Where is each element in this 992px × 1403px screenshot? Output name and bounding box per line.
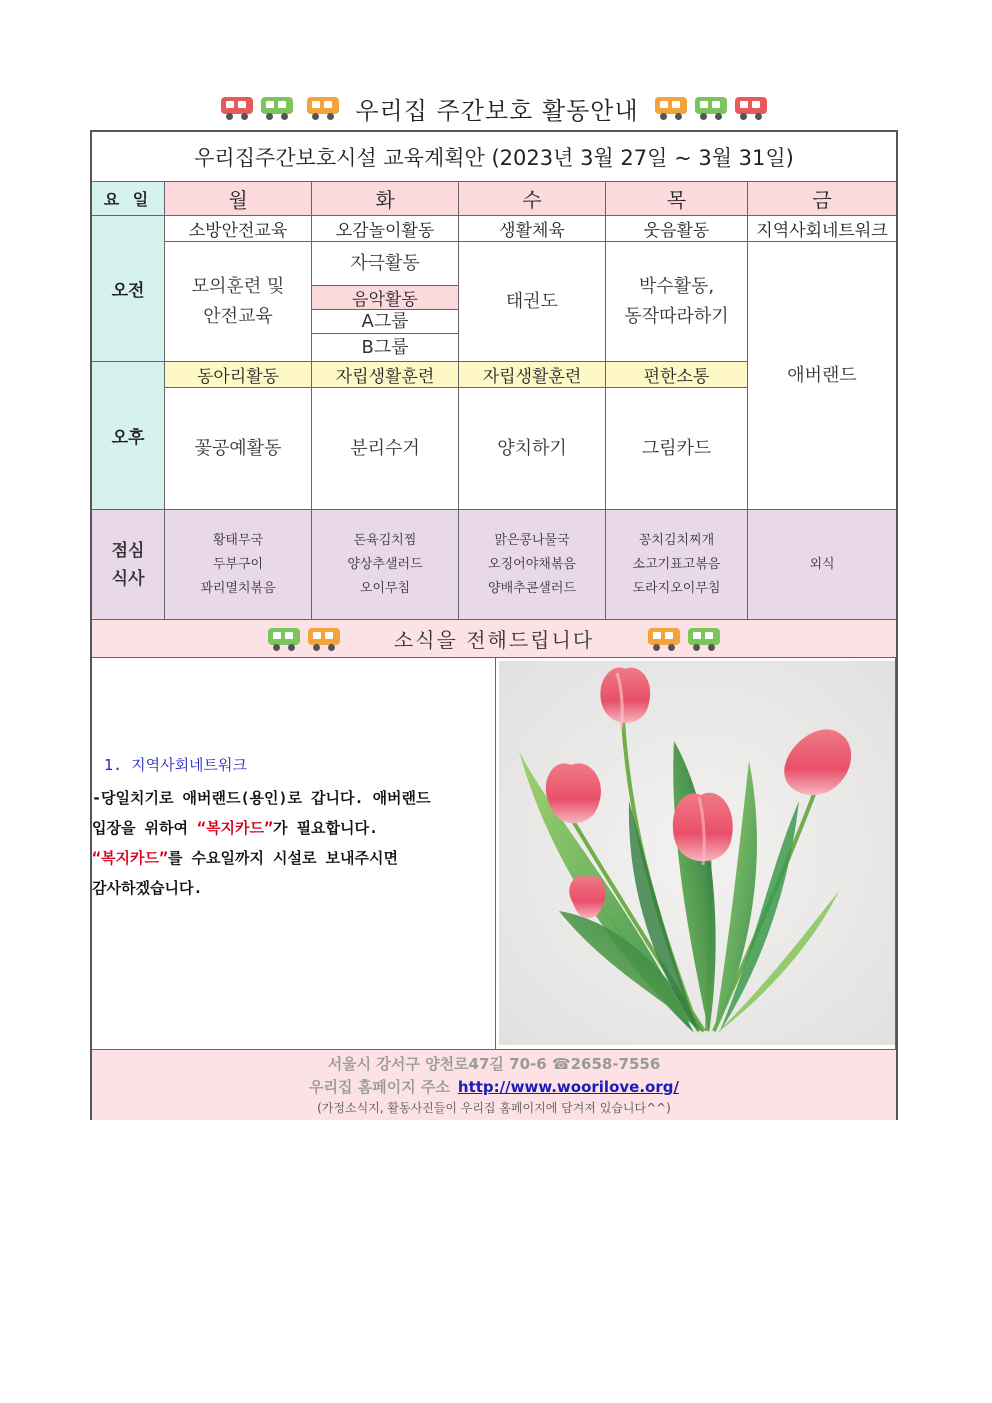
afternoon-activity-wed: 양치하기 — [459, 388, 606, 510]
news-header — [92, 620, 896, 658]
tulip-watercolor-illustration — [499, 661, 895, 1045]
photo-panel — [496, 658, 896, 1050]
day-header-wed: 수 — [459, 182, 606, 216]
menu-item: 양상추샐러드 — [347, 556, 423, 572]
train-icon — [259, 95, 295, 121]
afternoon-activity-thu: 그림카드 — [606, 388, 748, 510]
afternoon-label: 오후 — [92, 362, 165, 510]
train-icon — [305, 95, 341, 121]
morning-subject-thu: 웃음활동 — [606, 216, 748, 242]
notice-line-3 — [92, 843, 492, 873]
morning-label: 오전 — [92, 216, 165, 362]
menu-item: 양배추콘샐러드 — [488, 580, 576, 596]
day-header-mon: 월 — [165, 182, 312, 216]
footer-homepage — [309, 1075, 679, 1099]
morning-subject-wed: 생활체육 — [459, 216, 606, 242]
news-title: 소식을 전해드립니다 — [393, 628, 595, 652]
lunch-menu-tue — [312, 510, 459, 620]
day-header-fri: 금 — [748, 182, 896, 216]
lunch-label-line1: 점심 — [111, 540, 145, 561]
afternoon-activity-tue: 분리수거 — [312, 388, 459, 510]
afternoon-subject-mon: 동아리활동 — [165, 362, 312, 388]
train-icon — [693, 95, 729, 121]
afternoon-subject-tue: 자립생활훈련 — [312, 362, 459, 388]
friday-activity: 애버랜드 — [748, 242, 896, 510]
afternoon-subject-wed: 자립생활훈련 — [459, 362, 606, 388]
train-icon — [306, 626, 342, 652]
page-title: 우리집 주간보호 활동안내 — [355, 96, 639, 125]
train-decoration-news-right — [646, 626, 722, 652]
morning-subject-tue: 오감놀이활동 — [312, 216, 459, 242]
afternoon-subject-thu: 편한소통 — [606, 362, 748, 388]
lunch-label-line2: 식사 — [111, 568, 145, 589]
morning-activity-thu — [606, 242, 748, 362]
menu-item: 오징어야채볶음 — [488, 556, 576, 572]
lunch-menu-wed — [459, 510, 606, 620]
footer-note: (가정소식지, 활동사진들이 우리집 홈페이지에 담겨져 있습니다^^) — [317, 1101, 671, 1115]
menu-item: 꽈리멸치볶음 — [200, 580, 276, 596]
lunch-menu-fri: 외식 — [748, 510, 896, 620]
menu-item: 황태무국 — [212, 532, 264, 548]
menu-item: 소고기표고볶음 — [632, 556, 721, 572]
train-icon — [219, 95, 255, 121]
day-header-tue: 화 — [312, 182, 459, 216]
morning-subject-fri: 지역사회네트워크 — [748, 216, 896, 242]
train-decoration-left — [219, 95, 341, 121]
notice-highlight: “복지카드” — [197, 819, 274, 837]
notice-heading: 1. 지역사회네트워크 — [104, 756, 248, 774]
notice-line-1: -당일치기로 애버랜드(용인)로 갑니다. 애버랜드 — [92, 789, 431, 807]
lunch-menu-thu — [606, 510, 748, 620]
afternoon-activity-mon: 꽃공예활동 — [165, 388, 312, 510]
train-decoration-news-left — [266, 626, 342, 652]
notice-body — [92, 783, 492, 903]
notice-line-4: 감사하겠습니다. — [92, 879, 203, 897]
plan-document — [90, 130, 898, 1120]
menu-item: 돈육김치찜 — [353, 532, 417, 548]
morning-activity-tue: 자극활동 — [312, 242, 459, 286]
menu-item: 꽁치김치찌개 — [638, 532, 715, 548]
menu-item: 맑은콩나물국 — [494, 532, 570, 548]
notice-line-2 — [92, 813, 492, 843]
notice-highlight: “복지카드” — [92, 849, 169, 867]
train-decoration-right — [653, 95, 769, 121]
page-header — [90, 88, 898, 128]
morning-activity-mon-line2: 안전교육 — [203, 305, 273, 327]
homepage-link[interactable]: http://www.woorilove.org/ — [457, 1078, 679, 1096]
menu-item: 도라지오이무침 — [632, 580, 721, 596]
lunch-label — [92, 510, 165, 620]
morning-activity-wed: 태권도 — [459, 242, 606, 362]
train-icon — [266, 626, 302, 652]
morning-activity-mon-line1: 모의훈련 및 — [191, 275, 285, 297]
morning-subject-mon: 소방안전교육 — [165, 216, 312, 242]
menu-item: 오이무침 — [359, 580, 411, 596]
train-icon — [646, 626, 682, 652]
morning-group-b: B그룹 — [312, 334, 459, 362]
homepage-label: 우리집 홈페이지 주소 — [309, 1078, 450, 1096]
notice-text: 를 수요일까지 시설로 보내주시면 — [168, 849, 398, 867]
menu-item: 두부구이 — [212, 556, 264, 572]
train-icon — [733, 95, 769, 121]
morning-subject-tue-music: 음악활동 — [312, 286, 459, 310]
morning-activity-thu-line2: 동작따라하기 — [624, 305, 729, 327]
footer — [92, 1050, 896, 1120]
notice-text: 가 필요합니다. — [273, 819, 379, 837]
notice-panel — [92, 658, 496, 1050]
day-header-label: 요 일 — [92, 182, 165, 216]
day-header-thu: 목 — [606, 182, 748, 216]
morning-group-a: A그룹 — [312, 310, 459, 334]
train-icon — [686, 626, 722, 652]
train-icon — [653, 95, 689, 121]
footer-address: 서울시 강서구 양천로47길 70-6 ☎2658-7556 — [327, 1055, 661, 1073]
notice-text: 입장을 위하여 — [92, 819, 198, 837]
plan-title: 우리집주간보호시설 교육계획안 (2023년 3월 27일 ~ 3월 31일) — [92, 132, 896, 182]
morning-activity-mon — [165, 242, 312, 362]
morning-activity-thu-line1: 박수활동, — [638, 275, 715, 297]
lunch-menu-mon — [165, 510, 312, 620]
